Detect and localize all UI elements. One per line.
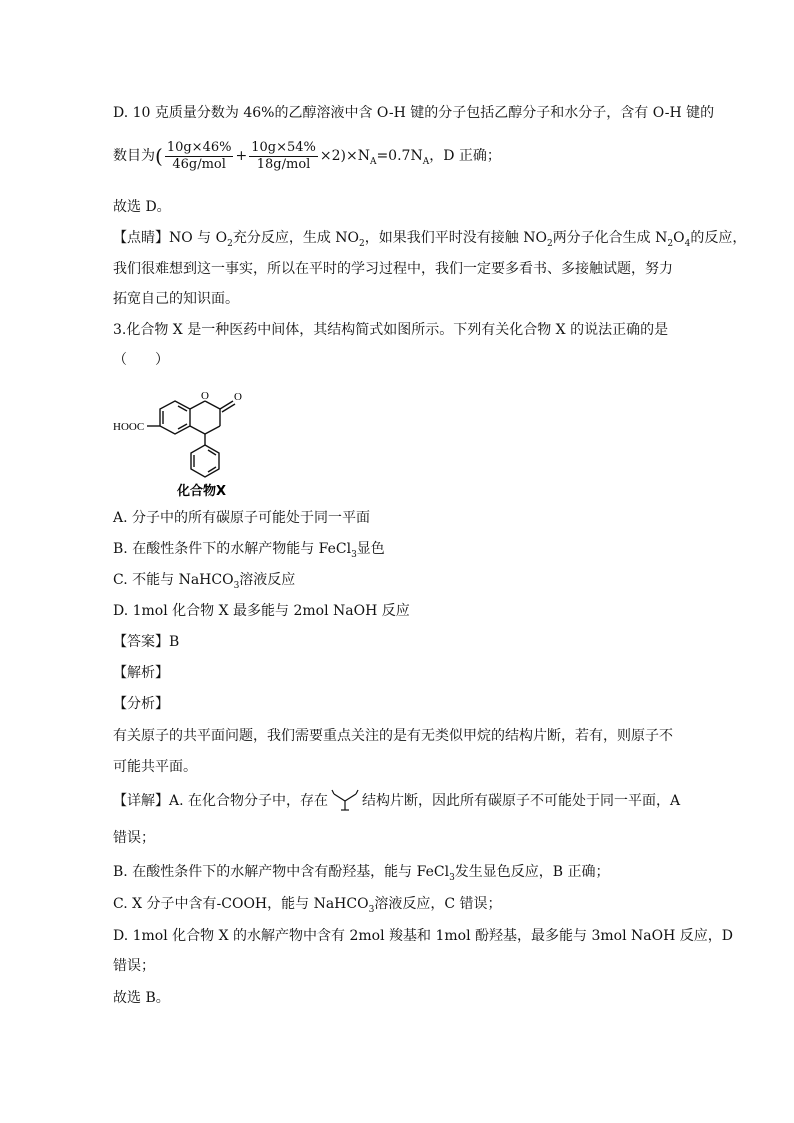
fenxi-line2: 可能共平面。 [113,759,197,775]
fraction-ethanol: $\frac{10g\times 46\%}{\text{46g/mol}}$ [166,139,232,172]
fenxi-line1: 有关原子的共平面问题，我们需要重点关注的是有无类似甲烷的结构片断，若有，则原子不 [113,728,673,744]
calc-mid: ×2)×N [319,148,370,164]
dianjing-line3: 拓宽自己的知识面。 [113,291,239,307]
fraction-water: $\frac{10g\times 54\%}{\text{18g/mol}}$ [251,139,316,172]
question-3: 3.化合物 X 是一种医药中间体，其结构简式如图所示。下列有关化合物 X 的说法正确的是 [113,322,669,338]
d-option-line1: D. 10 克质量分数为 46%的乙醇溶液中含 O-H 键的分子包括乙醇分子和水分子，含有 O-H 键的 [113,105,715,121]
dianjing-line2: 我们很难想到这一事实，所以在平时的学习过程中，我们一定要多看书、多接触试题，努力 [113,261,673,277]
detail-d-line1: D. 1mol 化合物 X 的水解产物中含有 2mol 羧基和 1mol 酚羟基，最多能与 3mol NaOH 反应，D [113,928,733,944]
detail-a-line2: 错误； [113,830,155,846]
choose-b: 故选 B。 [113,990,170,1006]
jiexi-heading: 【解析】 [113,665,169,681]
ring-oxygen-label: O [201,390,209,402]
calc-line: 数目为( $\frac{10g\times 46\%}{\text{46g/mol}}$ + $\frac{10g\times 54\%}{\text{18g/mol}}$ $\times 2)\times N_A=0.7N_A$，D 正确； [113,139,501,172]
option-d: D. 1mol 化合物 X 最多能与 2mol NaOH 反应 [113,603,410,619]
compound-caption: 化合物X [177,484,227,499]
option-b: B. 在酸性条件下的水解产物能与 FeCl$_3$显色 [113,541,385,560]
calc-prefix: 数目为 [113,148,155,164]
compound-x-structure [113,383,273,501]
answer: 【答案】B [113,634,180,650]
plus-sign: + [235,148,248,164]
detail-c: C. X 分子中含有-COOH，能与 NaHCO$_3$溶液反应，C 错误； [113,896,502,915]
question-3-paren: （ ） [113,352,169,368]
methane-like-fragment-icon [328,788,362,814]
choose-d: 故选 D。 [113,199,171,215]
detail-d-line2: 错误； [113,958,155,974]
detail-a-line1: 【详解】A. 在化合物分子中，存在 结构片断，因此所有碳原子不可能处于同一平面，A [113,788,680,814]
calc-eq: =0.7N [376,148,423,164]
option-c: C. 不能与 NaHCO$_3$溶液反应 [113,572,296,591]
dianjing-line1: 【点睛】NO 与 $O_2$充分反应，生成 $NO_2$，如果我们平时没有接触 $NO_2$两分子化合生成 $N_2O_4$的反应， [113,230,747,249]
calc-end: ，D 正确； [429,148,501,164]
fenxi-heading: 【分析】 [113,696,169,712]
hooc-label: HOOC [113,421,145,433]
option-a: A. 分子中的所有碳原子可能处于同一平面 [113,510,371,526]
carbonyl-oxygen-label: O [234,391,242,403]
detail-b: B. 在酸性条件下的水解产物中含有酚羟基，能与 FeCl$_3$发生显色反应，B 正确； [113,864,610,883]
paren-open: ( [155,144,163,168]
